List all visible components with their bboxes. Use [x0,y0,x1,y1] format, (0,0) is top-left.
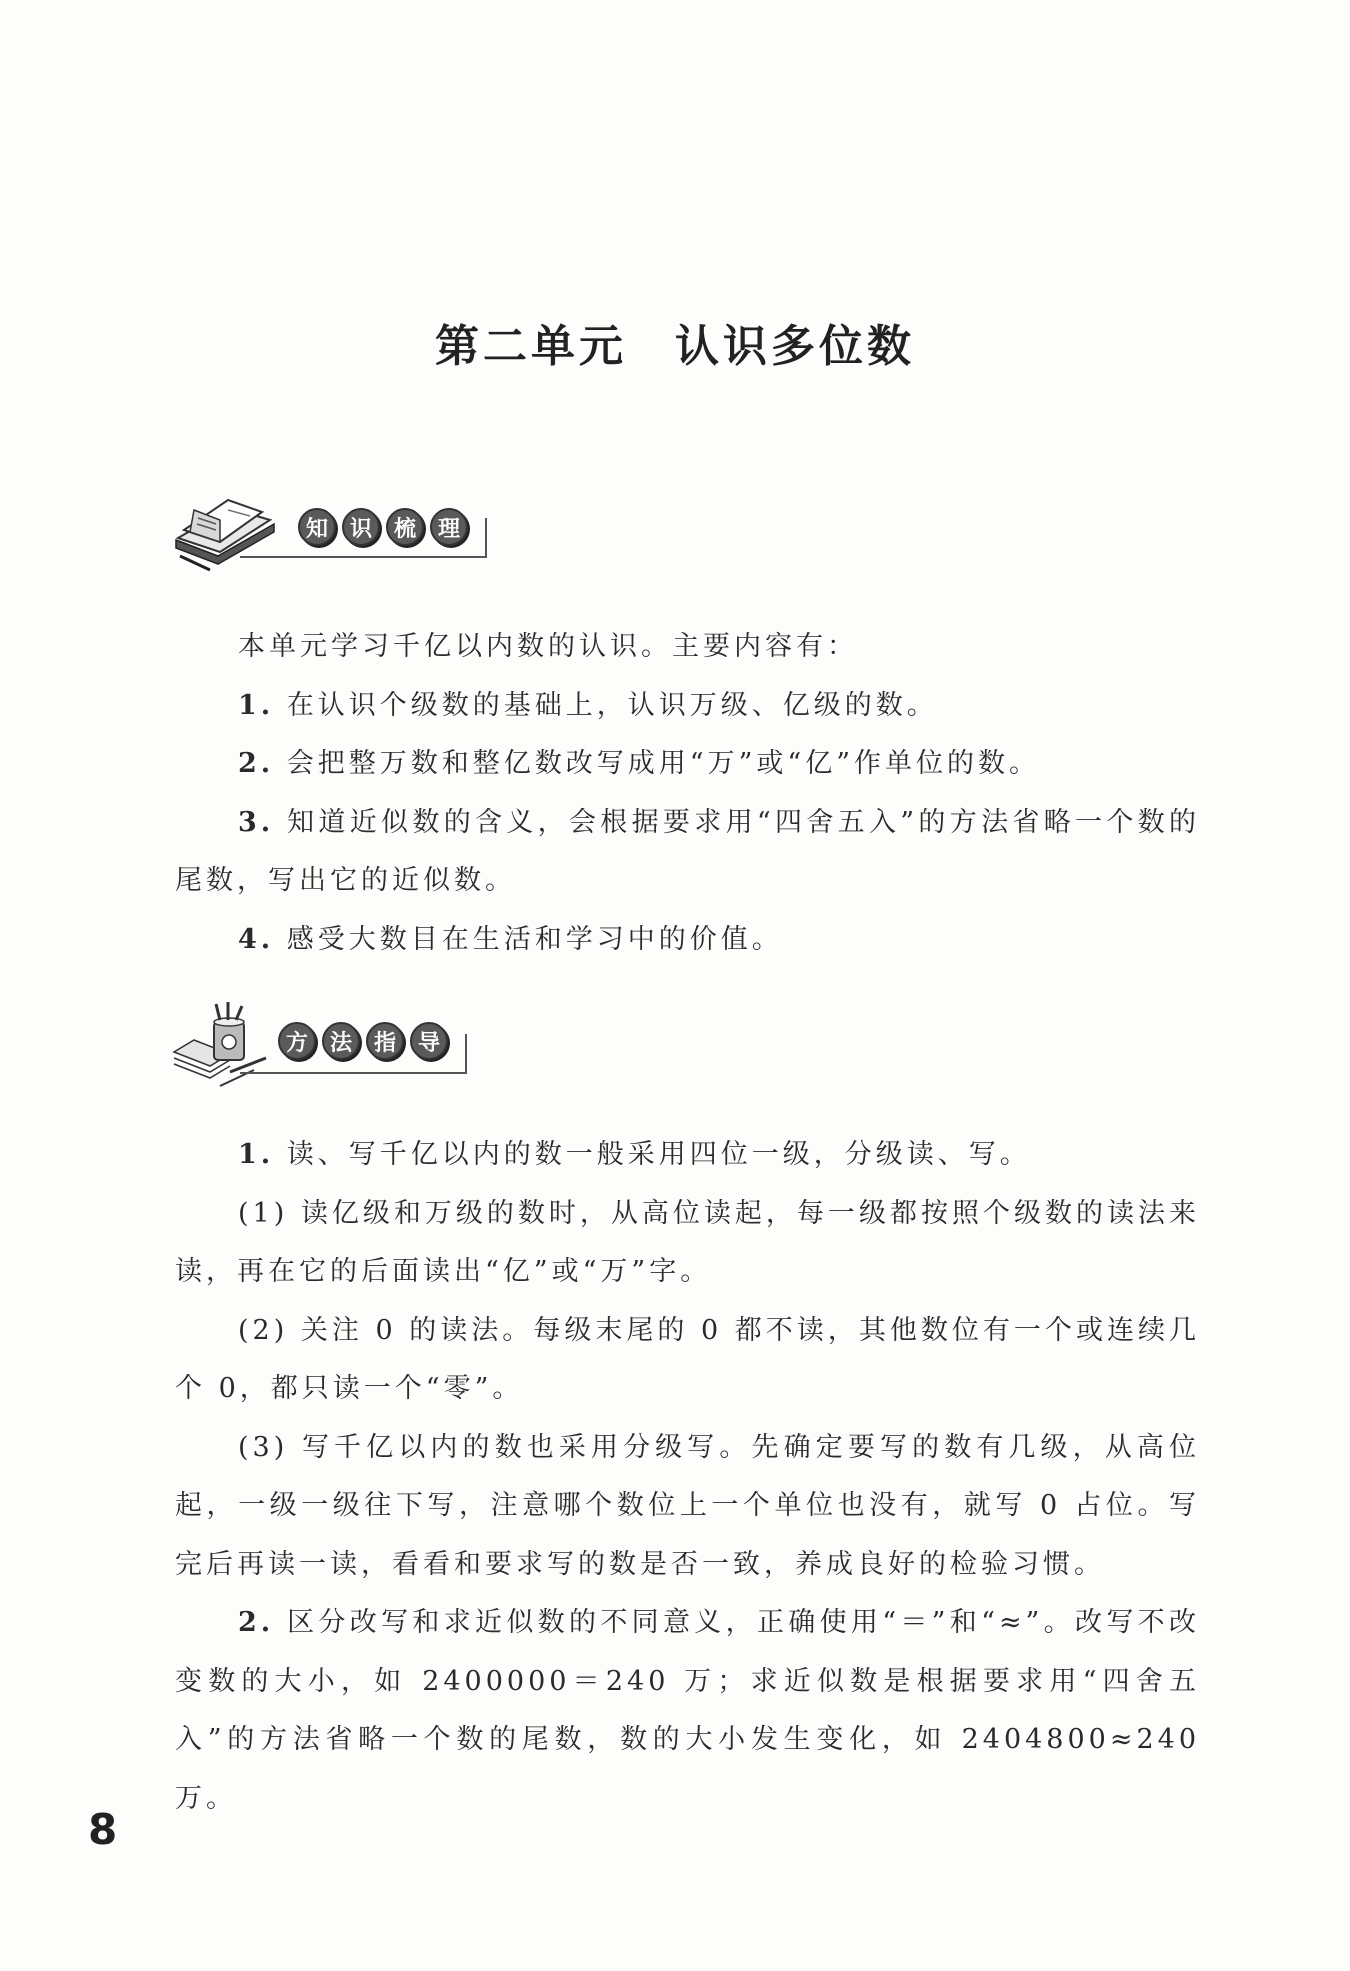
method-sub-2: (2) 关注 0 的读法。每级末尾的 0 都不读，其他数位有一个或连续几个 0，都只读一个“零”。 [175,1314,1200,1404]
list-item: 2. 会把整万数和整亿数改写成用“万”或“亿”作单位的数。 [238,748,1040,779]
badge-char: 指 [366,1022,404,1060]
badge-char: 导 [410,1022,448,1060]
badge-char: 识 [342,508,380,546]
section-header-knowledge [170,490,490,600]
method-sub-3: (3) 写千亿以内的数也采用分级写。先确定要写的数有几级，从高位起，一级一级往下写，注意哪个数位上一个单位也没有，就写 0 占位。写完后再读一读，看看和要求写的数是否一致，养成良好的检验习惯。 [175,1431,1200,1580]
list-item: 4. 感受大数目在生活和学习中的价值。 [238,923,783,955]
method-point-1: 1. 读、写千亿以内的数一般采用四位一级，分级读、写。 [238,1139,1031,1170]
list-item: 1. 在认识个级数的基础上，认识万级、亿级的数。 [238,689,938,721]
page-number: 8 [88,1805,118,1854]
method-sub-1: (1) 读亿级和万级的数时，从高位读起，每一级都按照个级数的读法来读，再在它的后面读出“亿”或“万”字。 [175,1197,1200,1287]
section-header-method [170,1000,470,1110]
badge-char: 法 [322,1022,360,1060]
section-badges [298,508,468,546]
section2-body [175,1126,1200,1828]
method-point-2: 2. 区分改写和求近似数的不同意义，正确使用“＝”和“≈”。改写不改变数的大小，如 2400000＝240 万；求近似数是根据要求用“四舍五入”的方法省略一个数的尾数，数的大小发生变化，如 2404800≈240 万。 [175,1607,1200,1814]
badge-char: 梳 [386,508,424,546]
intro-paragraph: 本单元学习千亿以内数的认识。主要内容有： [238,631,858,662]
list-item: 3. 知道近似数的含义，会根据要求用“四舍五入”的方法省略一个数的尾数，写出它的近似数。 [175,806,1200,896]
badge-char: 知 [298,508,336,546]
section1-body [175,618,1200,969]
badge-char: 方 [278,1022,316,1060]
badge-char: 理 [430,508,468,546]
section-badges [278,1022,448,1060]
page-title: 第二单元 认识多位数 [435,321,915,372]
